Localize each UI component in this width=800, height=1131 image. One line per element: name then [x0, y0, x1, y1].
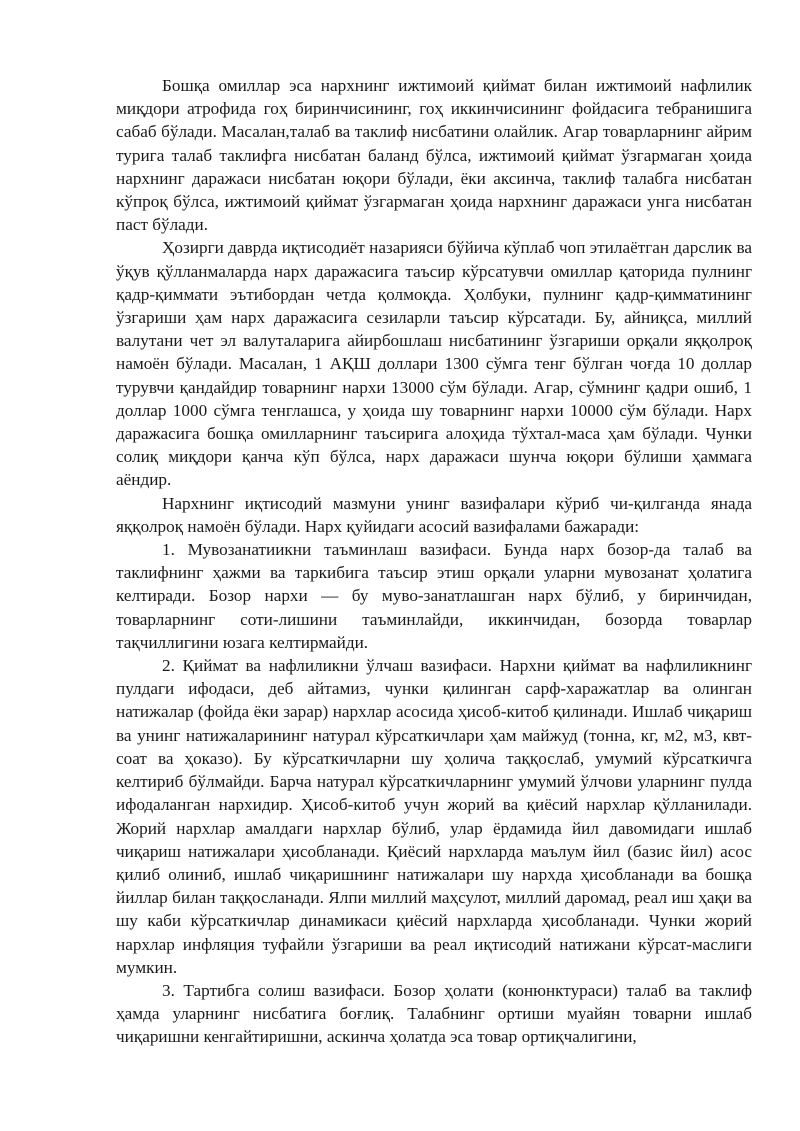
paragraph-function-regulation: 3. Тартибга солиш вазифаси. Бозор ҳолати (конюнктураси) талаб ва таклиф ҳамда уларнинг нисбатига боғлиқ. Талабнинг ортиши муайян товарни ишлаб чиқаришни кенгайтиришни, аскинча ҳолатда эса товар ортиқчалигини,	[116, 980, 752, 1047]
paragraph-function-equilibrium: 1. Мувозанатиикни таъминлаш вазифаси. Бунда нарх бозор-да талаб ва таклифнинг ҳажми ва таркибига таъсир этиш орқали уларни мувозанат ҳолатига келтиради. Бозор нархи — бу муво-занатлашган нарх бўлиб, у биринчидан, товарларнинг соти-лишини таъминлайди, иккинчидан, бозорда товарлар тақчиллигини юзага келтирмайди.	[116, 540, 752, 652]
paragraph-money-value: Ҳозирги даврда иқтисодиёт назарияси бўйича кўплаб чоп этилаётган дарслик ва ўқув қўлланмаларда нарх даражасига таъсир кўрсатувчи омиллар қаторида пулнинг қадр-қиммати эътибордан четда қолмоқда. Ҳолбуки, пулнинг қадр-қимматининг ўзгариши ҳам нарх даражасига сезиларли таъсир кўрсатади. Бу, айниқса, миллий валутани чет эл валуталарига айирбошлаш нисбатининг ўзгариши орқали яққолроқ намоён бўлади. Масалан, 1 АҚШ доллари 1300 сўмга тенг бўлган чоғда 10 доллар турувчи қандайдир товарнинг нархи 13000 сўм бўлади. Агар, сўмнинг қадри ошиб, 1 доллар 1000 сўмга тенглашса, у ҳоида шу товарнинг нархи 10000 сўм бўлади. Нарх даражасига бошқа омилларнинг таъсирига алоҳида тўхтал-маса ҳам бўлади. Чунки солиқ миқдори қанча кўп бўлса, нарх даражаси шунча юқори бўлиши ҳаммага аёндир.	[116, 238, 752, 490]
document-body	[116, 74, 752, 1049]
paragraph-social-value: Бошқа омиллар эса нархнинг ижтимоий қиймат билан ижтимоий нафлилик миқдори атрофида гоҳ биринчисининг, гоҳ иккинчисининг фойдасига тебранишига сабаб бўлади. Масалан,талаб ва таклиф нисбатини олайлик. Агар товарларнинг айрим турига талаб таклифга нисбатан баланд бўлса, ижтимоий қиймат ўзгармаган ҳоида нархнинг даражаси нисбатан юқори бўлади, ёки аксинча, таклиф талабга нисбатан кўпроқ бўлса, ижтимоий қиймат ўзгармаган ҳоида нархнинг даражаси унга нисбатан паст бўлади.	[116, 76, 752, 235]
paragraph-price-functions-intro: Нархнинг иқтисодий мазмуни унинг вазифалари кўриб чи-қилганда янада яққолроқ намоён бўлади. Нарх қуйидаги асосий вазифалами бажаради:	[116, 493, 752, 536]
paragraph-function-measurement: 2. Қиймат ва нафлиликни ўлчаш вазифаси. Нархни қиймат ва нафлиликнинг пулдаги ифодаси, деб айтамиз, чунки қилинган сарф-харажатлар ва олинган натижалар (фойда ёки зарар) нархлар асосида ҳисоб-китоб қилинади. Ишлаб чиқариш ва унинг натижаларининг натурал кўрсаткичлари ҳам майжуд (тонна, кг, м2, м3, квт-соат ва ҳоказо). Бу кўрсаткичларни шу ҳолича таққослаб, умумий кўрсаткичга келтириб бўлмайди. Барча натурал кўрсаткичларнинг умумий ўлчови уларнинг пулда ифодаланган нархидир. Ҳисоб-китоб учун жорий ва қиёсий нархлар қўлланилади. Жорий нархлар амалдаги нархлар бўлиб, улар ёрдамида йил давомидаги ишлаб чиқариш натижалари ҳисобланади. Қиёсий нархларда маълум йил (базис йил) асос қилиб олиниб, ишлаб чиқаришнинг натижалари шу нархда ҳисобланади ва бошқа йиллар билан таққосланади. Ялпи миллий маҳсулот, миллий даромад, реал иш ҳақи ва шу каби кўрсаткичлар динамикаси қиёсий нархларда ҳисобланади. Чунки жорий нархлар инфляция туфайли ўзгариши ва реал иқтисодий натижани кўрсат-маслиги мумкин.	[116, 656, 752, 977]
